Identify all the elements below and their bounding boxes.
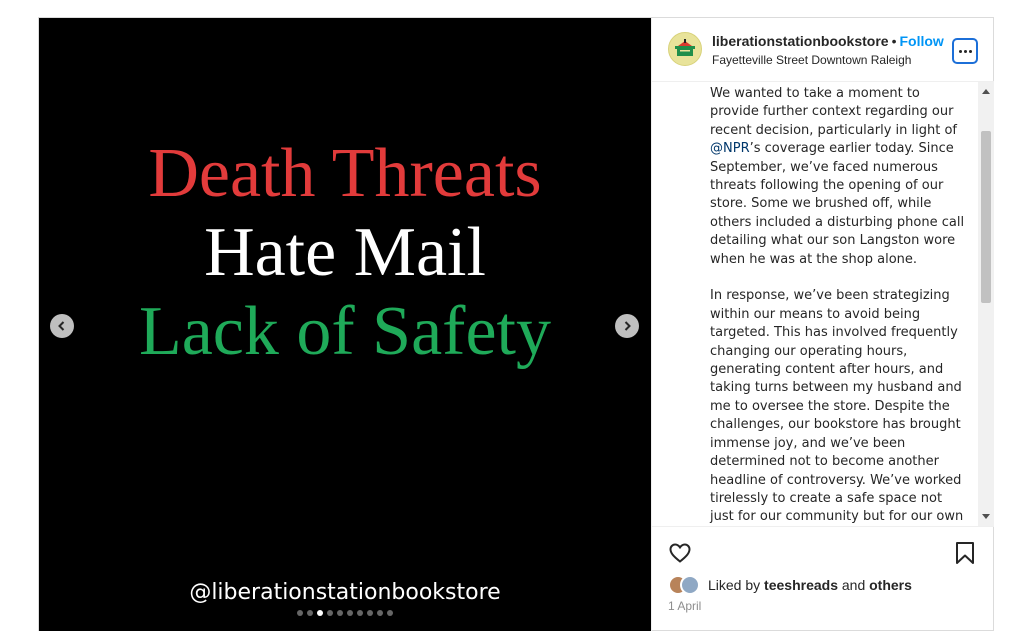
more-horizontal-icon: [964, 50, 967, 53]
post-header: [652, 18, 994, 82]
follow-button[interactable]: Follow: [899, 33, 944, 49]
carousel-dot: [327, 610, 333, 616]
slide-line-lack-of-safety: Lack of Safety: [138, 293, 552, 370]
location-link[interactable]: Fayetteville Street Downtown Raleigh: [712, 53, 912, 67]
caption-text-part: We wanted to take a moment to provide further context regarding our recent decision, particularly in light of: [710, 86, 957, 138]
bookstore-logo-icon: [672, 36, 698, 62]
more-options-button[interactable]: [952, 38, 978, 64]
carousel-dot: [357, 610, 363, 616]
liked-others-link[interactable]: others: [869, 577, 912, 593]
scroll-up-arrow-icon[interactable]: [982, 89, 990, 94]
more-horizontal-icon: [969, 50, 972, 53]
caption-scrollbar[interactable]: [978, 82, 994, 526]
username-link[interactable]: liberationstationbookstore: [712, 33, 889, 49]
chevron-right-icon: [621, 320, 633, 332]
carousel-dot: [307, 610, 313, 616]
carousel-dot: [367, 610, 373, 616]
likes-summary: [668, 575, 912, 595]
mention-link[interactable]: @NPR: [710, 141, 750, 157]
slide-line-hate-mail: Hate Mail: [204, 214, 486, 291]
chevron-left-icon: [56, 320, 68, 332]
scroll-down-arrow-icon[interactable]: [982, 514, 990, 519]
instagram-post: [38, 17, 994, 631]
separator-dot: •: [891, 33, 897, 49]
liked-and: and: [841, 577, 866, 593]
carousel-dot: [387, 610, 393, 616]
carousel-dot: [337, 610, 343, 616]
bookmark-icon[interactable]: [954, 541, 976, 565]
previous-slide-button[interactable]: [50, 314, 74, 338]
carousel-dot: [317, 610, 323, 616]
post-media: [39, 18, 651, 631]
caption-paragraph: [710, 85, 968, 269]
carousel-dot: [377, 610, 383, 616]
liker-avatars: [668, 575, 704, 595]
more-horizontal-icon: [959, 50, 962, 53]
next-slide-button[interactable]: [615, 314, 639, 338]
liked-by-text: [708, 577, 912, 593]
caption-text-part: ’s coverage earlier today. Since September, we’ve faced numerous threats following the opening of our store. Some we brushed off, while others included a disturbing phone call detailing what our son Langston wore when he was at the shop alone.: [710, 141, 965, 267]
slide-line-death-threats: Death Threats: [148, 135, 542, 212]
liked-user-link[interactable]: teeshreads: [764, 577, 838, 593]
caption-text: [710, 85, 968, 526]
scrollbar-thumb[interactable]: [981, 131, 991, 303]
post-date[interactable]: 1 April: [668, 599, 702, 613]
carousel-dot: [297, 610, 303, 616]
post-sidebar: [651, 18, 993, 631]
carousel-dot: [347, 610, 353, 616]
post-actions: [652, 526, 994, 631]
caption-paragraph: In response, we’ve been strategizing within our means to avoid being targeted. This has involved frequently changing our operating hours, generating content after hours, and taking turns between my husband and me to oversee the store. Despite the challenges, our bookstore has brought immense joy, and we’ve been determined not to become another headline of controversy. We’ve worked tirelessly to create a safe space not just for our community but for our own: [710, 288, 964, 525]
avatar[interactable]: [668, 32, 702, 66]
slide-handle: @liberationstationbookstore: [189, 580, 501, 605]
carousel-indicator: [39, 610, 651, 616]
post-author-line: [712, 33, 944, 49]
avatar: [680, 575, 700, 595]
liked-prefix: Liked by: [708, 577, 761, 593]
caption-scroll-area[interactable]: [652, 82, 994, 526]
heart-icon[interactable]: [668, 541, 692, 565]
